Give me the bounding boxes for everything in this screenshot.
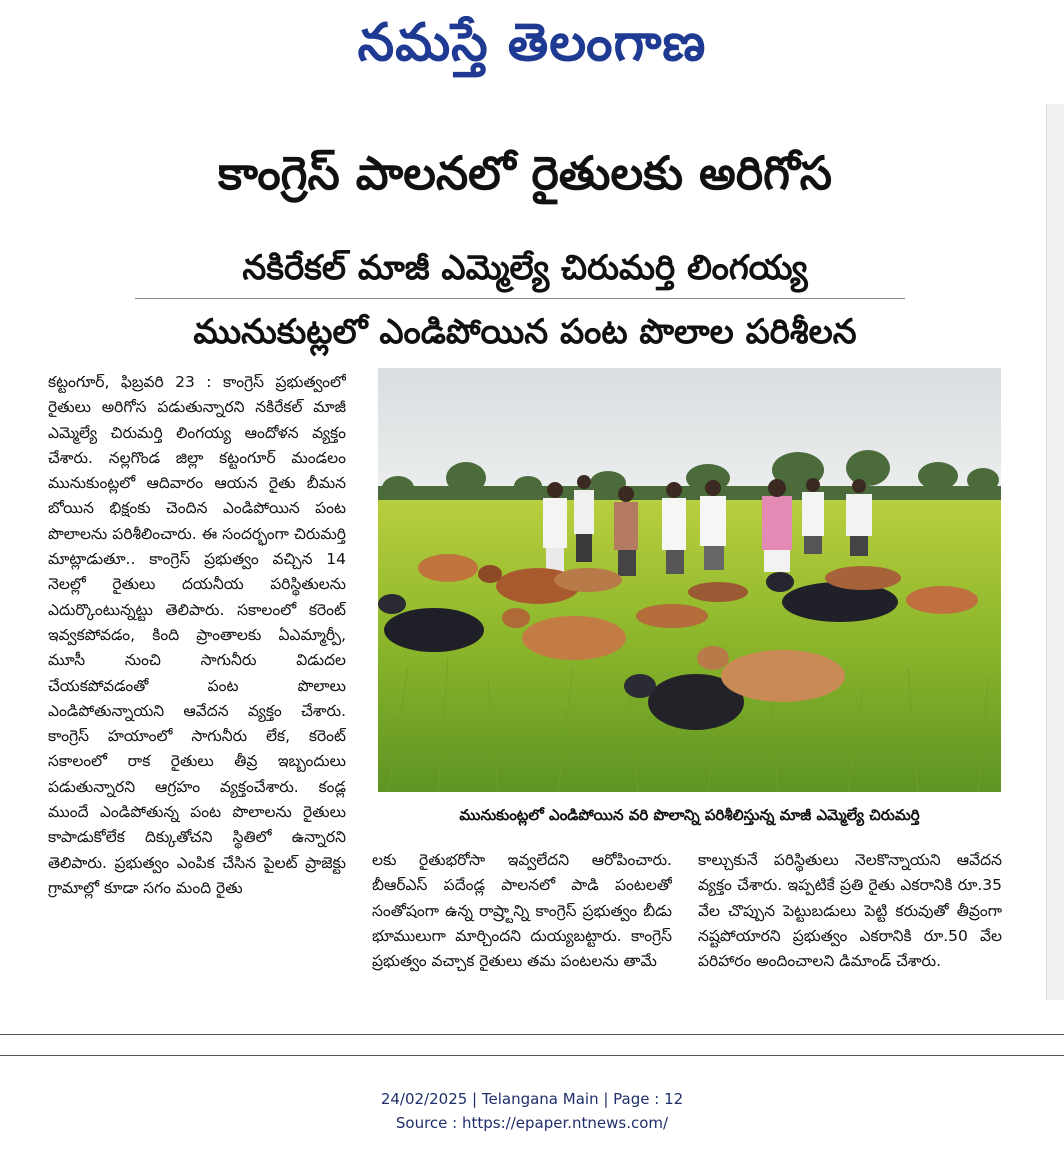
news-photo bbox=[378, 368, 1001, 792]
adjacent-page-strip bbox=[1046, 104, 1064, 1000]
article-column-1: కట్టంగూర్, ఫిబ్రవరి 23 : కాంగ్రెస్ ప్రభుత్వంలో రైతులు అరిగోస పడుతున్నారని నకిరేకల్ మాజీ ఎమ్మెల్యే చిరుమర్తి లింగయ్య ఆందోళన వ్యక్తం చేశారు. నల్లగొండ జిల్లా కట్టంగూర్ మండలం మునుకుంట్లలో ఆదివారం ఆయన రైతు బీమన బోయిన భిక్షంకు చెందిన ఎండిపోయిన పంట పొలాలను పరిశీలించారు. ఈ సందర్భంగా చిరుమర్తి మాట్లాడుతూ.. కాంగ్రెస్ ప్రభుత్వం వచ్చిన 14 నెలల్లో రైతులు దయనీయ పరిస్థితులను ఎదుర్కొంటున్నట్టు తెలిపారు. సకాలంలో కరెంట్ ఇవ్వకపోవడం, కింది ప్రాంతాలకు ఏఎమ్మార్పీ, మూసీ నుంచి సాగునీరు విడుదల చేయకపోవడంతో పంట పొలాలు ఎండిపోతున్నాయని ఆవేదన వ్యక్తం చేశారు. కాంగ్రెస్ హయాంలో సాగునీరు లేక, కరెంట్ సకాలంలో రాక రైతులు తీవ్ర ఇబ్బందులు పడుతున్నారని ఆగ్రహం వ్యక్తంచేశారు. కండ్ల ముందే ఎండిపోతున్న పంట పొలాలను రైతులు కాపాడుకోలేక దిక్కుతోచని స్థితిలో ఉన్నారని తెలిపారు. ప్రభుత్వం ఎంపిక చేసిన పైలట్ ప్రాజెక్టు గ్రామాల్లో కూడా సగం మంది రైతు bbox=[48, 373, 346, 897]
divider bbox=[135, 298, 905, 299]
headline: కాంగ్రెస్ పాలనలో రైతులకు అరిగోస bbox=[217, 146, 833, 200]
footer-rule-top bbox=[0, 1034, 1064, 1035]
photo-caption: మునుకుంట్లలో ఎండిపోయిన వరి పొలాన్ని పరిశీలిస్తున్న మాజీ ఎమ్మెల్యే చిరుమర్తి bbox=[459, 806, 920, 824]
article-column-2: లకు రైతుభరోసా ఇవ్వలేదని ఆరోపించారు. బీఆర్ఎస్ పదేండ్ల పాలనలో పాడి పంటలతో సంతోషంగా ఉన్న రాష్ర్టాన్ని కాంగ్రెస్ ప్రభుత్వం బీడు భూములుగా మార్చిందని దుయ్యబట్టారు. కాంగ్రెస్ ప్రభుత్వం వచ్చాక రైతులు తమ పంటలను తామే bbox=[372, 851, 672, 971]
masthead-logo: నమస్తే తెలంగాణ bbox=[357, 12, 707, 73]
article-column-3: కాల్చుకునే పరిస్థితులు నెలకొన్నాయని ఆవేదన వ్యక్తం చేశారు. ఇప్పటికే ప్రతి రైతు ఎకరానికి రూ.35 వేల చొప్పున పెట్టుబడులు పెట్టి కరువుతో తీవ్రంగా నష్టపోయారని ప్రభుత్వం ఎకరానికి రూ.50 వేల పరిహారం అందించాలని డిమాండ్ చేశారు. bbox=[698, 851, 1002, 971]
subheadline: నకిరేకల్ మాజీ ఎమ్మెల్యే చిరుమర్తి లింగయ్య bbox=[242, 248, 808, 288]
footer-date-edition: 24/02/2025 | Telangana Main | Page : 12 bbox=[380, 1090, 684, 1108]
kicker: మునుకుట్లలో ఎండిపోయిన పంట పొలాల పరిశీలన bbox=[193, 312, 857, 352]
footer-source: Source : https://epaper.ntnews.com/ bbox=[395, 1114, 669, 1132]
footer-rule-bottom bbox=[0, 1055, 1064, 1056]
